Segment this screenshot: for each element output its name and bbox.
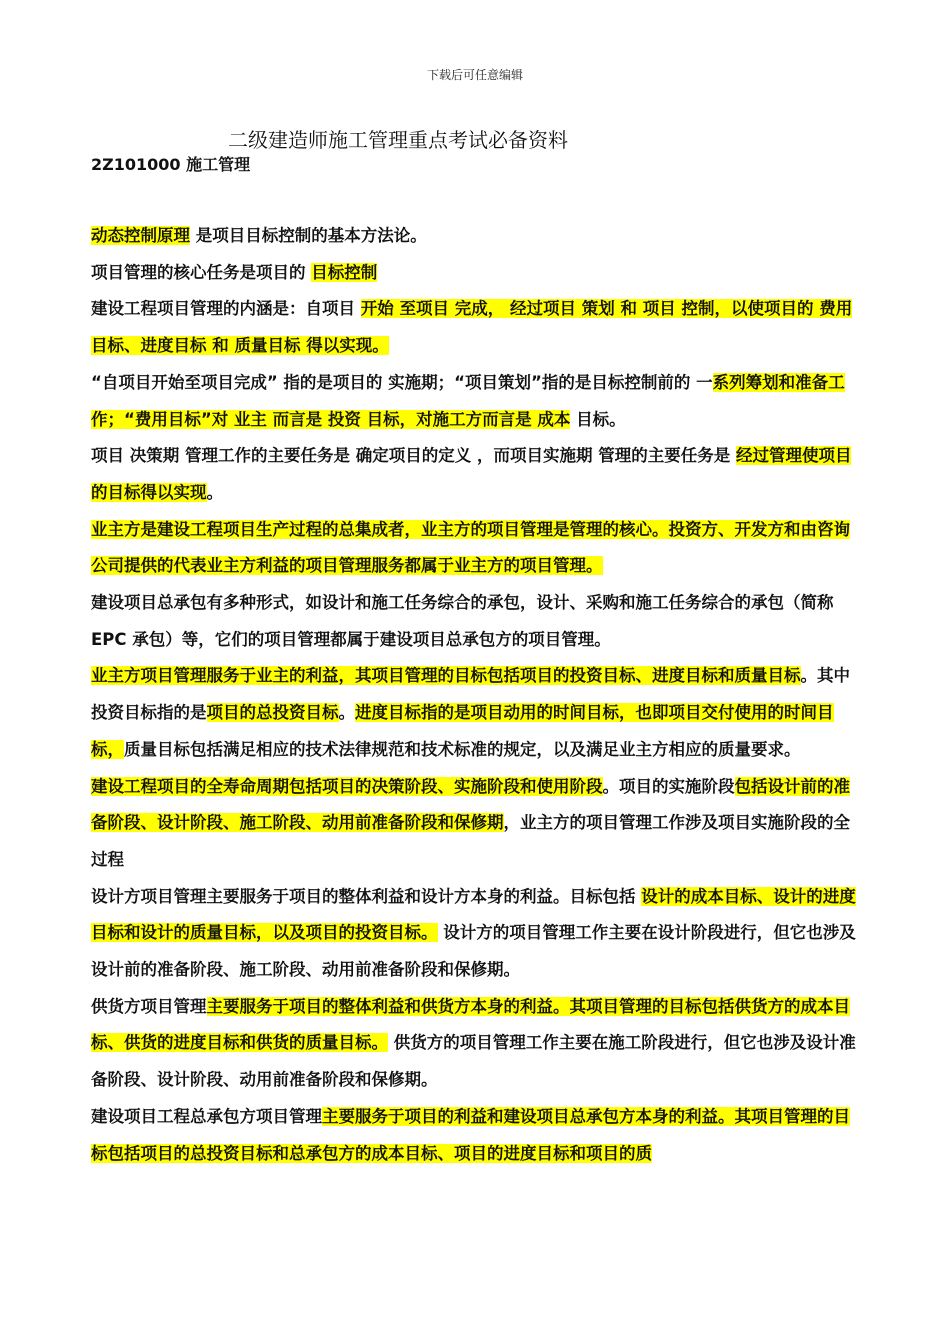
paragraph — [91, 989, 859, 1099]
text-run: 供货方的项目管理工作主要在施工阶段进行，但它也涉及设计准备阶段、设计阶段、动用前准备阶段和保修期。 — [91, 1033, 856, 1090]
text-run: 。其中投资目标指的是 — [91, 666, 850, 723]
paragraph — [91, 218, 859, 255]
highlighted-text: 动态控制原理 — [91, 226, 190, 245]
highlighted-text: 主要服务于项目的利益和建设项目总承包方本身的利益。其项目管理的目标包括项目的总投资目标和总承包方的成本目标、项目的进度目标和项目的质 — [91, 1106, 850, 1163]
text-run: 项目 决策期 管理工作的主要任务是 确定项目的定义 ，而项目实施期 管理的主要任务是 — [91, 446, 736, 466]
highlighted-text: 建设工程项目的全寿命周期包括项目的决策阶段、实施阶段和使用阶段 — [91, 776, 603, 796]
highlighted-text: 经过管理使项目的目标得以实现 — [91, 446, 852, 502]
highlighted-text: 目标控制 — [311, 262, 378, 282]
text-run: ，业主方的项目管理工作涉及项目实施阶段的全过程 — [91, 813, 850, 869]
document-title: 二级建造师施工管理重点考试必备资料 — [228, 128, 568, 152]
text-run: 建设项目工程总承包方项目管理 — [91, 1106, 322, 1126]
paragraph — [91, 585, 859, 658]
highlighted-text: 系列筹划和准备工作；“费用目标”对 业主 而言是 投资 目标，对施工方而言是 成本 — [91, 372, 845, 429]
text-run: 项目管理的核心任务是项目的 — [91, 262, 312, 282]
highlighted-text: 进度目标指的是项目动用的时间目标，也即项目交付使用的时间目标， — [91, 703, 834, 759]
section-heading: 2Z101000 施工管理 — [91, 155, 251, 174]
highlighted-text: 主要服务于项目的整体利益和供货方本身的利益。其项目管理的目标包括供货方的成本目标、供货的进度目标和供货的质量目标。 — [91, 996, 850, 1053]
highlighted-text: 包括设计前的准备阶段、设计阶段、施工阶段、动用前准备阶段和保修期 — [91, 776, 850, 833]
highlighted-text: 项目的总投资目标 — [206, 703, 339, 723]
paragraph — [91, 1099, 859, 1172]
text-run: “自项目开始至项目完成” 指的是项目的 实施期；“项目策划”指的是目标控制前的 一 — [91, 372, 713, 392]
text-run: 建设工程项目管理的内涵是：自项目 — [91, 299, 361, 319]
paragraph — [91, 769, 859, 879]
paragraph — [91, 365, 859, 438]
highlighted-text: 业主方项目管理服务于业主的利益，其项目管理的目标包括项目的投资目标、进度目标和质量目标 — [91, 666, 801, 686]
text-run: 是项目目标控制的基本方法论。 — [190, 226, 427, 245]
text-run: 。 — [338, 703, 355, 723]
text-run: 。 — [206, 482, 223, 502]
paragraph — [91, 879, 859, 989]
page-header: 下载后可任意编辑 — [426, 68, 523, 82]
paragraph — [91, 255, 859, 292]
paragraph — [91, 512, 859, 585]
document-body — [91, 218, 859, 1172]
highlighted-text: 设计的成本目标、设计的进度目标和设计的质量目标，以及项目的投资目标。 — [91, 886, 856, 943]
text-run: 设计方项目管理主要服务于项目的整体利益和设计方本身的利益。目标包括 — [91, 886, 642, 906]
highlighted-text: 开始 至项目 完成， 经过项目 策划 和 项目 控制，以使项目的 费用目标、进度目标 和 质量目标 得以实现。 — [91, 299, 853, 356]
text-run: 供货方项目管理 — [91, 996, 207, 1016]
paragraph — [91, 291, 859, 364]
text-run: 目标。 — [570, 409, 626, 429]
paragraph — [91, 658, 859, 768]
text-run: 质量目标包括满足相应的技术法律规范和技术标准的规定，以及满足业主方相应的质量要求。 — [124, 739, 801, 759]
text-run: 设计方的项目管理工作主要在设计阶段进行，但它也涉及设计前的准备阶段、施工阶段、动用前准备阶段和保修期。 — [91, 923, 856, 980]
text-run: 。项目的实施阶段 — [602, 776, 735, 796]
paragraph — [91, 438, 859, 511]
highlighted-text: 业主方是建设工程项目生产过程的总集成者，业主方的项目管理是管理的核心。投资方、开发方和由咨询公司提供的代表业主方利益的项目管理服务都属于业主方的项目管理。 — [91, 519, 850, 576]
text-run: 建设项目总承包有多种形式，如设计和施工任务综合的承包，设计、采购和施工任务综合的承包（简称 EPC 承包）等，它们的项目管理都属于建设项目总承包方的项目管理。 — [91, 593, 834, 649]
